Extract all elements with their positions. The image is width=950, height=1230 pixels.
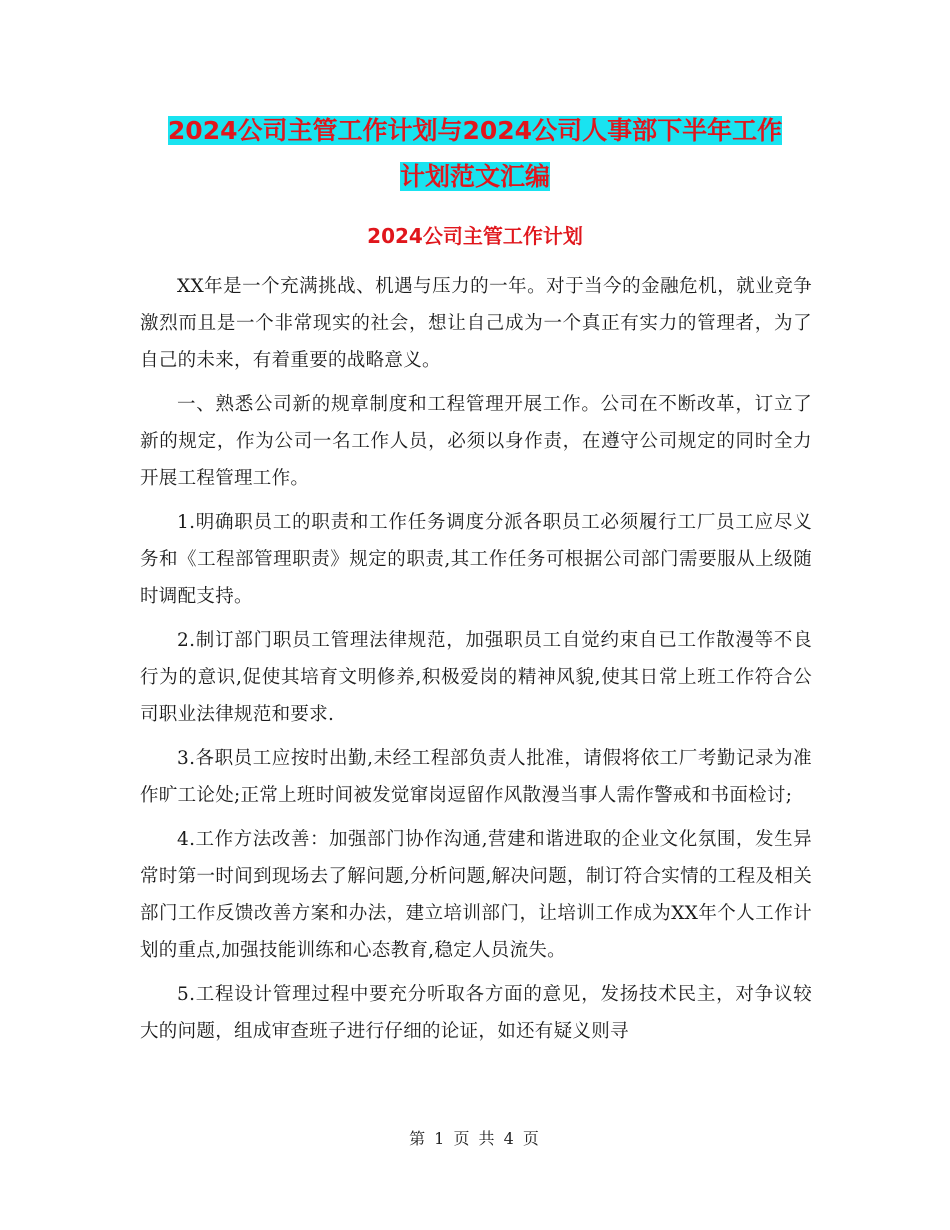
page-footer: 第 1 页 共 4 页 [409, 1129, 541, 1148]
document-body [140, 268, 812, 1057]
document-title [0, 108, 950, 200]
paragraph: 4.工作方法改善：加强部门协作沟通,营建和谐进取的企业文化氛围，发生异常时第一时间到现场去了解问题,分析问题,解决问题，制订符合实情的工程及相关部门工作反馈改善方案和办法，建立培训部门，让培训工作成为XX年个人工作计划的重点,加强技能训练和心态教育,稳定人员流失。 [140, 829, 812, 961]
title-line-1: 2024公司主管工作计划与2024公司人事部下半年工作 [167, 116, 783, 145]
paragraph: XX年是一个充满挑战、机遇与压力的一年。对于当今的金融危机，就业竞争激烈而且是一个非常现实的社会，想让自己成为一个真正有实力的管理者，为了自己的未来，有着重要的战略意义。 [140, 276, 812, 371]
title-line-2: 计划范文汇编 [399, 162, 550, 191]
paragraph: 1.明确职员工的职责和工作任务调度分派各职员工必须履行工厂员工应尽义务和《工程部管理职责》规定的职责,其工作任务可根据公司部门需要服从上级随时调配支持。 [140, 512, 812, 607]
paragraph: 3.各职员工应按时出勤,未经工程部负责人批准，请假将依工厂考勤记录为准作旷工论处;正常上班时间被发觉窜岗逗留作风散漫当事人需作警戒和书面检讨; [140, 748, 812, 806]
section-title: 2024公司主管工作计划 [367, 224, 583, 248]
paragraph: 一、熟悉公司新的规章制度和工程管理开展工作。公司在不断改革，订立了新的规定，作为公司一名工作人员，必须以身作责，在遵守公司规定的同时全力开展工程管理工作。 [140, 394, 812, 489]
paragraph: 5.工程设计管理过程中要充分听取各方面的意见，发扬技术民主，对争议较大的问题，组成审查班子进行仔细的论证，如还有疑义则寻 [140, 984, 812, 1042]
paragraph: 2.制订部门职员工管理法律规范，加强职员工自觉约束自已工作散漫等不良行为的意识,促使其培育文明修养,积极爱岗的精神风貌,使其日常上班工作符合公司职业法律规范和要求. [140, 630, 812, 725]
